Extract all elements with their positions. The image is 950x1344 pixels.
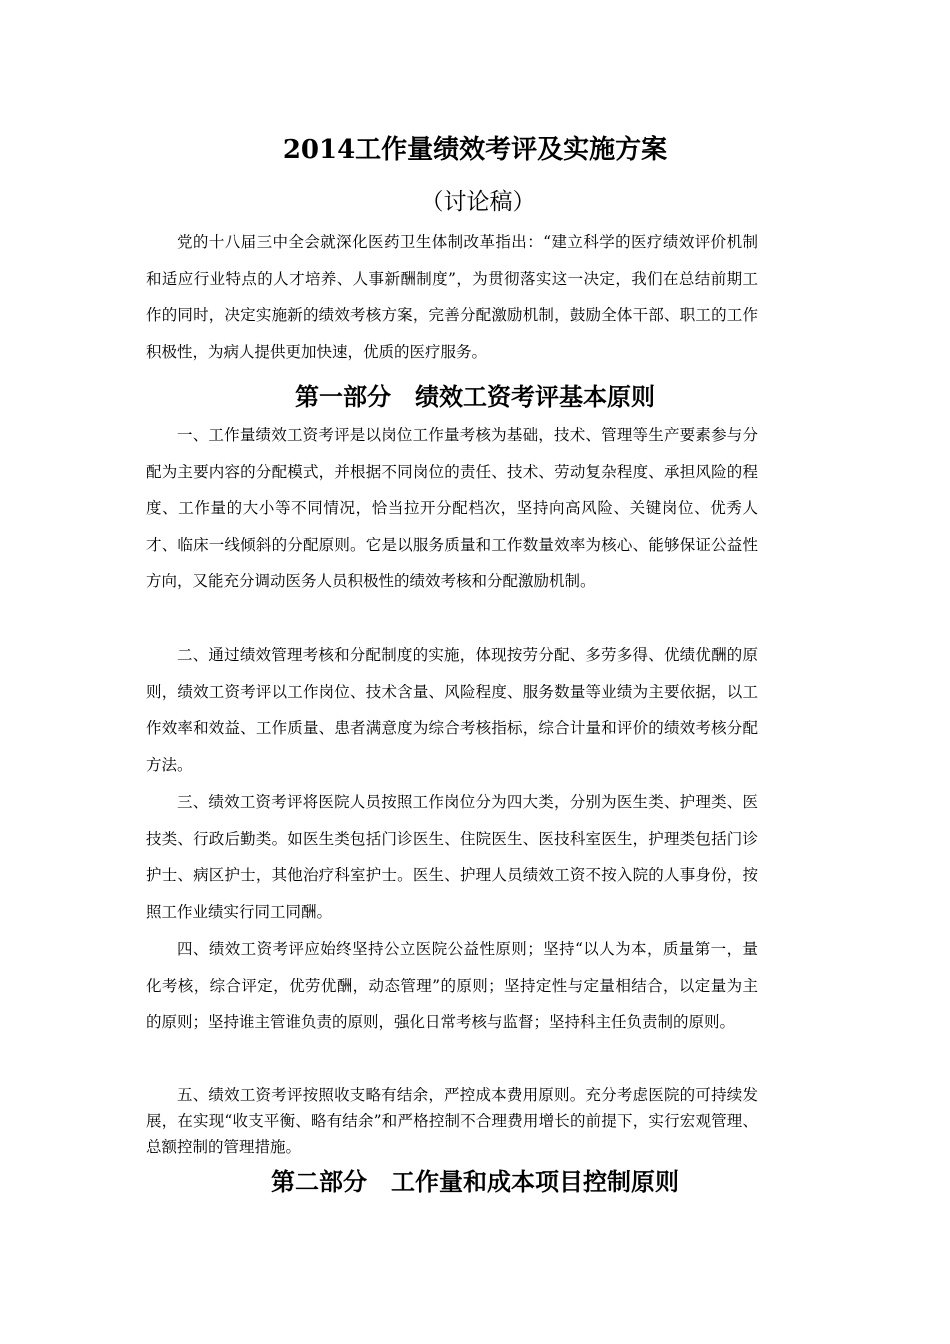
part1-paragraph-4: 四、绩效工资考评应始终坚持公立医院公益性原则；坚持“以人为本，质量第一，量化考核，综合评定，优劳优酬，动态管理”的原则；坚持定性与定量相结合，以定量为主的原则；坚持谁主管谁负责的原则，强化日常考核与监督；坚持科主任负责制的原则。 (146, 940, 758, 1031)
document-subtitle: （讨论稿） (420, 189, 536, 215)
part1-paragraph-1: 一、工作量绩效工资考评是以岗位工作量考核为基础，技术、管理等生产要素参与分配为主要内容的分配模式，并根据不同岗位的责任、技术、劳动复杂程度、承担风险的程度、工作量的大小等不同情况，恰当拉开分配档次，坚持向高风险、关键岗位、优秀人才、临床一线倾斜的分配原则。它是以服务质量和工作数量效率为核心、能够保证公益性方向，又能充分调动医务人员积极性的绩效考核和分配激励机制。 (146, 426, 758, 590)
part1-paragraph-2: 二、通过绩效管理考核和分配制度的实施，体现按劳分配、多劳多得、优绩优酬的原则，绩效工资考评以工作岗位、技术含量、风险程度、服务数量等业绩为主要依据，以工作效率和效益、工作质量、患者满意度为综合考核指标，综合计量和评价的绩效考核分配方法。 (146, 646, 758, 774)
document-title: 2014工作量绩效考评及实施方案 (282, 135, 668, 165)
part1-paragraph-3: 三、绩效工资考评将医院人员按照工作岗位分为四大类，分别为医生类、护理类、医技类、行政后勤类。如医生类包括门诊医生、住院医生、医技科室医生，护理类包括门诊护士、病区护士，其他治疗科室护士。医生、护理人员绩效工资不按入院的人事身份，按照工作业绩实行同工同酬。 (146, 793, 758, 921)
part1-heading: 第一部分 绩效工资考评基本原则 (295, 382, 655, 411)
intro-paragraph: 党的十八届三中全会就深化医药卫生体制改革指出：“建立科学的医疗绩效评价机制和适应行业特点的人才培养、人事新酬制度”，为贯彻落实这一决定，我们在总结前期工作的同时，决定实施新的绩效考核方案，完善分配激励机制，鼓励全体干部、职工的工作积极性，为病人提供更加快速，优质的医疗服务。 (146, 233, 758, 361)
part2-heading: 第二部分 工作量和成本项目控制原则 (271, 1167, 679, 1196)
part1-paragraph-5: 五、绩效工资考评按照收支略有结余，严控成本费用原则。充分考虑医院的可持续发展，在实现“收支平衡、略有结余”和严格控制不合理费用增长的前提下，实行宏观管理、总额控制的管理措施。 (146, 1086, 758, 1156)
